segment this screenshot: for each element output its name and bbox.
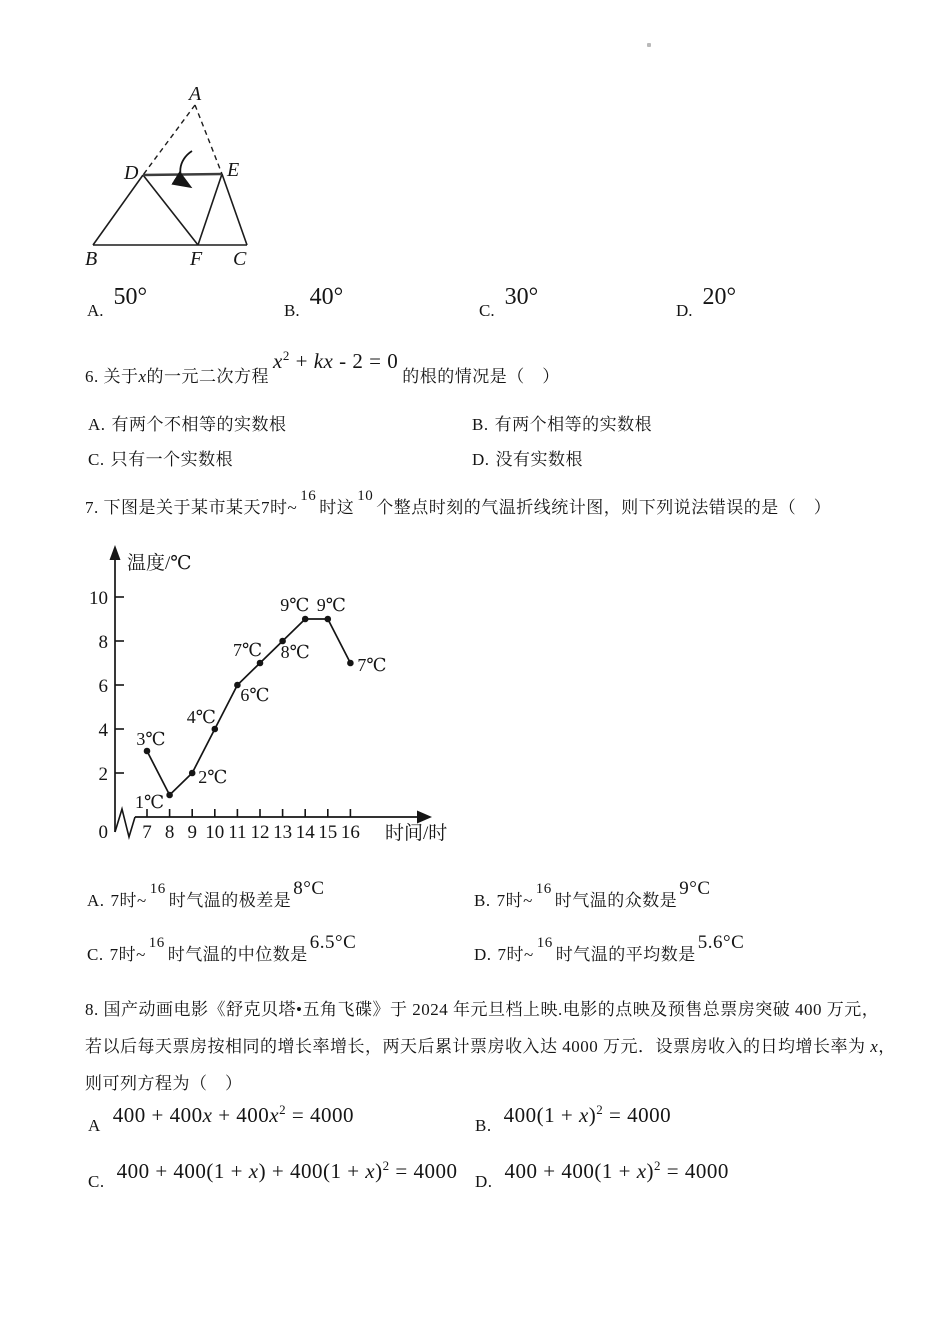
x-tick-label: 14: [295, 822, 315, 843]
vertex-label-B: B: [85, 248, 98, 270]
y-tick-label: 8: [98, 632, 108, 653]
q8-stem-line2: 若以后每天票房按相同的增长率增长，两天后累计票房收入达 4000 万元．设票房收入的日均增长率为 x，: [85, 1037, 896, 1056]
q7-option-c: C. 7时~16时气温的中位数是6.5°C: [87, 932, 357, 964]
x-tick-label: 13: [273, 822, 293, 843]
y-axis-title: 温度/℃: [127, 553, 192, 574]
q8-option-c: C. $400 + 400(1 + x) + 400(1 + x)^2 = 4000$: [88, 1158, 458, 1191]
data-point-label: 4℃: [186, 707, 216, 727]
data-point-label: 7℃: [357, 655, 387, 675]
data-point-label: 3℃: [136, 729, 166, 749]
data-point-label: 2℃: [198, 767, 228, 787]
geometry-figure-triangle: [75, 75, 290, 280]
y-tick-label: 10: [89, 588, 108, 609]
q8-stem-line3: 则可列方程为（ ）: [85, 1074, 243, 1093]
q7-option-d: D. 7时~16时气温的平均数是5.6°C: [474, 932, 745, 964]
x-tick-label: 15: [318, 822, 338, 843]
rotation-arrow-icon: [180, 151, 192, 186]
q6-equation: $x^2$ + kx - 2 = 0: [273, 348, 399, 373]
vertex-label-F: F: [190, 248, 203, 270]
option-value: 40°: [309, 284, 344, 310]
vertex-label-C: C: [233, 248, 247, 270]
data-point: [325, 616, 332, 623]
y-tick-label: 4: [98, 720, 108, 741]
q8-option-b: B. $400(1 + x)^2 = 4000$: [475, 1102, 672, 1135]
q6-option-d: D. 没有实数根: [472, 450, 584, 469]
data-point: [347, 660, 354, 667]
vertex-label-D: D: [124, 162, 139, 184]
figure-dashed-edges: [143, 105, 222, 175]
axis-break-icon: [115, 809, 135, 837]
x-tick-label: 11: [228, 822, 247, 843]
option-value: 30°: [504, 284, 539, 310]
x-tick-label: 10: [205, 822, 225, 843]
data-point-label: 6℃: [240, 685, 270, 705]
q8-stem-line1: 8. 国产动画电影《舒克贝塔•五角飞碟》于 2024 年元旦档上映.电影的点映及预售总票房突破 400 万元，: [85, 1000, 880, 1019]
q5-option-b: [284, 284, 344, 323]
option-value: 20°: [702, 284, 737, 310]
q8-option-a: A $400 + 400x + 400x^2 = 4000$: [88, 1102, 354, 1135]
q6-stem-suffix: 的根的情况是（ ）: [402, 367, 560, 386]
x-axis-title: 时间/时: [385, 823, 448, 844]
option-letter: D.: [676, 301, 693, 320]
vertex-label-E: E: [227, 159, 240, 181]
q8-option-d: D. $400 + 400(1 + x)^2 = 4000$: [475, 1158, 729, 1191]
q6-option-a: A. 有两个不相等的实数根: [88, 415, 287, 434]
option-letter: B.: [284, 301, 300, 320]
y-axis-arrow-icon: [110, 545, 121, 560]
q5-option-a: [87, 284, 148, 323]
q5-option-c: [479, 284, 539, 323]
q7-option-a: A. 7时~16时气温的极差是8°C: [87, 878, 325, 910]
data-point-label: 8℃: [280, 642, 310, 662]
equation: $400 + 400(1 + x) + 400(1 + x)^2 = 4000$: [116, 1158, 458, 1183]
q7-stem: 7. 下图是关于某市某天7时~16时这10个整点时刻的气温折线统计图，则下列说法错误的是（ ）: [85, 488, 832, 517]
scan-artifact-dot: [647, 43, 651, 47]
q6-option-c: C. 只有一个实数根: [88, 450, 234, 469]
vertex-label-A: A: [189, 83, 202, 105]
q6-stem: [85, 348, 560, 388]
data-point: [189, 770, 196, 777]
option-letter: A.: [87, 301, 104, 320]
data-point-label: 9℃: [316, 595, 346, 615]
q7-raised-10: 10: [357, 488, 374, 504]
data-point-label: 1℃: [135, 792, 165, 812]
x-tick-label: 12: [250, 822, 270, 843]
x-tick-label: 9: [187, 822, 197, 843]
y-tick-label: 6: [98, 676, 108, 697]
x-tick-label: 16: [340, 822, 360, 843]
equation: $400 + 400(1 + x)^2 = 4000$: [504, 1158, 729, 1183]
q6-stem-var: x: [138, 367, 147, 386]
q6-option-b: B. 有两个相等的实数根: [472, 415, 653, 434]
q6-stem-mid: 的一元二次方程: [146, 367, 270, 386]
segment-DE: [143, 174, 222, 175]
equation: $400(1 + x)^2 = 4000$: [503, 1102, 672, 1127]
equation: $400 + 400x + 400x^2 = 4000$: [112, 1102, 354, 1127]
data-point-label: 9℃: [280, 595, 310, 615]
x-tick-label: 7: [142, 822, 152, 843]
origin-label: 0: [98, 822, 108, 843]
data-point: [257, 660, 264, 667]
x-tick-label: 8: [164, 822, 175, 843]
figure-solid-edges: [93, 174, 247, 245]
data-point-label: 7℃: [233, 640, 263, 660]
temperature-line-chart: [85, 545, 470, 855]
y-tick-label: 2: [98, 764, 108, 785]
q7-raised-16: 16: [300, 488, 317, 504]
option-value: 50°: [113, 284, 148, 310]
x-axis-arrow-icon: [417, 811, 432, 824]
data-point: [166, 792, 173, 799]
q5-option-d: [676, 284, 737, 323]
q7-option-b: B. 7时~16时气温的众数是9°C: [474, 878, 711, 910]
data-point: [302, 616, 309, 623]
option-letter: C.: [479, 301, 495, 320]
q6-stem-prefix: 6. 关于: [85, 367, 139, 386]
